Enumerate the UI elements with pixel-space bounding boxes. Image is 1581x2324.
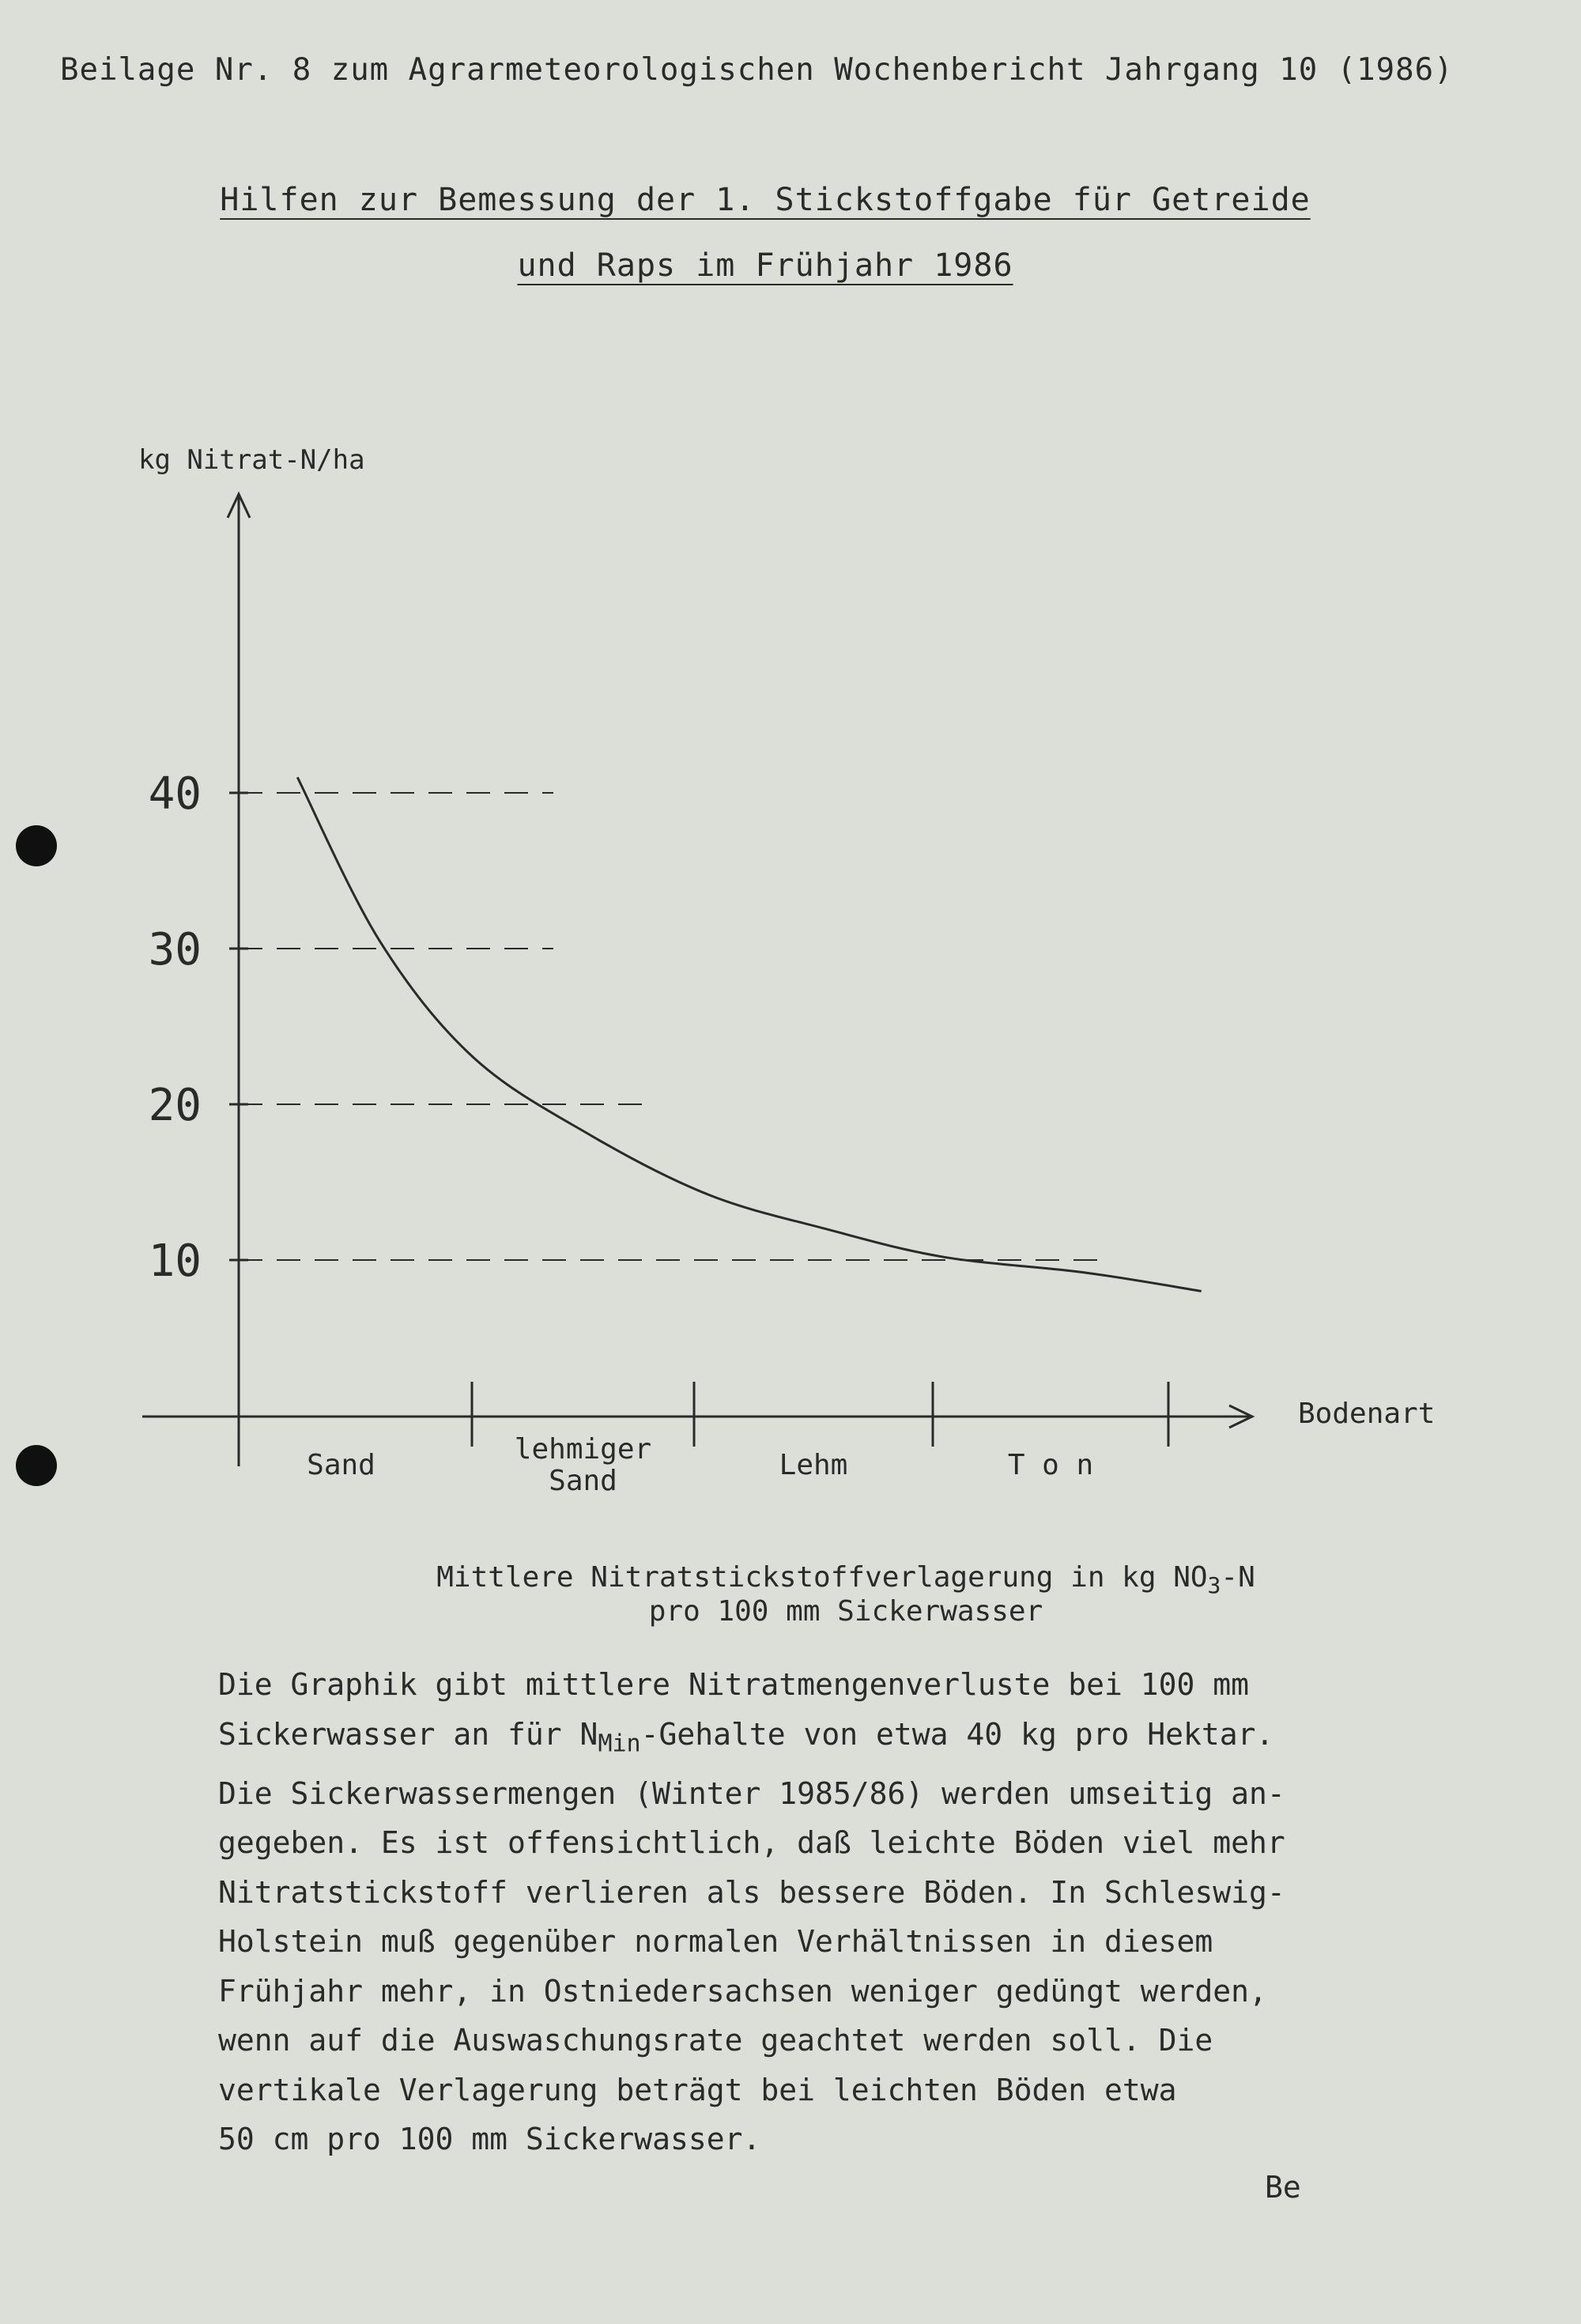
x-category-label: lehmiger	[514, 1433, 652, 1466]
document-title-line-1: Hilfen zur Bemessung der 1. Stickstoffgabe für Getreide	[220, 182, 1311, 218]
x-category-label: Sand	[307, 1449, 375, 1481]
x-category-label: Lehm	[779, 1449, 848, 1481]
figure-caption-line-2: pro 100 mm Sickerwasser	[648, 1595, 1043, 1628]
body-line: Die Graphik gibt mittlere Nitratmengenverluste bei 100 mm	[218, 1667, 1250, 1702]
axes	[142, 494, 1252, 1466]
y-tick-label: 30	[148, 924, 202, 975]
body-line: Sickerwasser an für $N_{Min}$-Gehalte von etwa 40 kg pro Hektar.	[218, 1716, 1274, 1758]
x-category-label: Sand	[549, 1465, 617, 1497]
y-tick-label: 20	[148, 1080, 202, 1131]
body-paragraph	[218, 1660, 1451, 2164]
supplement-header: Beilage Nr. 8 zum Agrarmeteorologischen Wochenbericht Jahrgang 10 (1986)	[60, 52, 1454, 88]
y-axis-label: kg Nitrat-N/ha	[138, 444, 365, 476]
x-category-label: T o n	[1007, 1449, 1094, 1481]
y-tick-labels	[149, 768, 202, 1287]
y-tick-label: 40	[148, 768, 202, 820]
figure-caption-line-1: Mittlere Nitratstickstoffverlagerung in kg $NO_3-N$	[436, 1561, 1255, 1599]
y-tick-label: 10	[148, 1236, 202, 1287]
x-category-labels	[307, 1433, 1093, 1497]
signature-initials: Be	[1265, 2170, 1301, 2205]
series-line	[297, 777, 1201, 1291]
body-lines: Die Sickerwassermengen (Winter 1985/86) werden umseitig an- gegeben. Es ist offensichtlich, daß leichte Böden viel mehr Nitratstickstoff verlieren als bessere Böden. In Schleswig- Holstein muß gegenüber normalen Verhältnissen in diesem Frühjahr mehr, in Ostniedersachsen weniger gedüngt werden, wenn auf die Auswaschungsrate geachtet werden soll. Die vertikale Verlagerung beträgt bei leichten Böden etwa 50 cm pro 100 mm Sickerwasser.	[218, 1775, 1285, 2157]
document-title-line-2: und Raps im Frühjahr 1986	[517, 247, 1013, 284]
x-axis-label: Bodenart	[1298, 1398, 1436, 1430]
grid-lines	[239, 793, 1107, 1260]
